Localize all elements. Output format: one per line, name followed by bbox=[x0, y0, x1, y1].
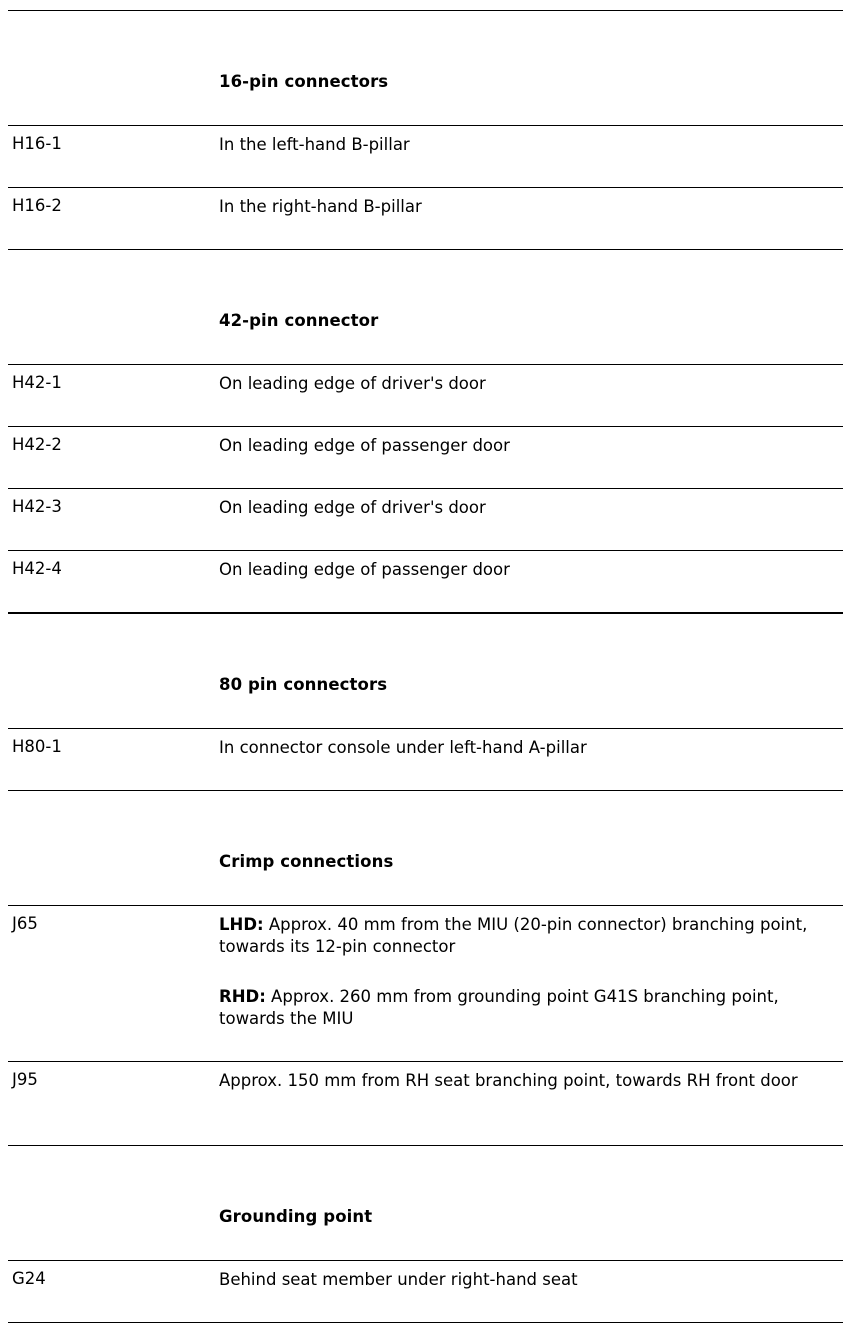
section-header bbox=[8, 614, 843, 728]
section-title: 16-pin connectors bbox=[219, 72, 389, 91]
table-row bbox=[8, 729, 843, 790]
section-title: Grounding point bbox=[219, 1207, 373, 1226]
table-row bbox=[8, 188, 843, 249]
lhd-text: Approx. 40 mm from the MIU (20-pin connector) branching point, towards its 12-pin connector bbox=[219, 915, 808, 956]
connector-code: H42-4 bbox=[12, 559, 62, 578]
rhd-text: Approx. 260 mm from grounding point G41S branching point, towards the MIU bbox=[219, 987, 779, 1028]
table-row bbox=[8, 551, 843, 612]
connector-location-table bbox=[8, 0, 843, 1323]
location-text: On leading edge of passenger door bbox=[219, 560, 510, 579]
connector-code: H16-1 bbox=[12, 134, 62, 153]
connector-code: J95 bbox=[12, 1070, 38, 1089]
section-title: 80 pin connectors bbox=[219, 675, 388, 694]
rhd-paragraph bbox=[219, 986, 839, 1030]
connector-code: J65 bbox=[12, 914, 38, 933]
lhd-label: LHD: bbox=[219, 915, 264, 934]
section-divider bbox=[8, 1322, 843, 1323]
location-description bbox=[219, 435, 839, 457]
section-header bbox=[8, 791, 843, 905]
table-row bbox=[8, 427, 843, 488]
location-description bbox=[219, 559, 839, 581]
connector-code: G24 bbox=[12, 1269, 46, 1288]
connector-code: H16-2 bbox=[12, 196, 62, 215]
table-row bbox=[8, 365, 843, 426]
location-description bbox=[219, 373, 839, 395]
connector-code: H42-1 bbox=[12, 373, 62, 392]
location-text: On leading edge of passenger door bbox=[219, 436, 510, 455]
table-row bbox=[8, 489, 843, 550]
section-header bbox=[8, 250, 843, 364]
section-header bbox=[8, 11, 843, 125]
location-text: In connector console under left-hand A-pillar bbox=[219, 738, 587, 757]
location-description bbox=[219, 914, 839, 1030]
section-title: Crimp connections bbox=[219, 852, 394, 871]
location-text: On leading edge of driver's door bbox=[219, 498, 486, 517]
table-row bbox=[8, 1062, 843, 1145]
location-text: In the right-hand B-pillar bbox=[219, 197, 422, 216]
table-row bbox=[8, 906, 843, 1061]
section-header bbox=[8, 1146, 843, 1260]
location-description bbox=[219, 1070, 839, 1092]
connector-code: H80-1 bbox=[12, 737, 62, 756]
rhd-label: RHD: bbox=[219, 987, 266, 1006]
location-description bbox=[219, 1269, 839, 1291]
lhd-paragraph bbox=[219, 914, 839, 958]
location-description bbox=[219, 737, 839, 759]
location-text: On leading edge of driver's door bbox=[219, 374, 486, 393]
location-text: In the left-hand B-pillar bbox=[219, 135, 410, 154]
location-description bbox=[219, 134, 839, 156]
location-description bbox=[219, 196, 839, 218]
connector-code: H42-2 bbox=[12, 435, 62, 454]
table-row bbox=[8, 1261, 843, 1322]
location-description bbox=[219, 497, 839, 519]
location-text: Approx. 150 mm from RH seat branching point, towards RH front door bbox=[219, 1071, 798, 1090]
location-text: Behind seat member under right-hand seat bbox=[219, 1270, 578, 1289]
table-row bbox=[8, 126, 843, 187]
connector-code: H42-3 bbox=[12, 497, 62, 516]
section-title: 42-pin connector bbox=[219, 311, 379, 330]
